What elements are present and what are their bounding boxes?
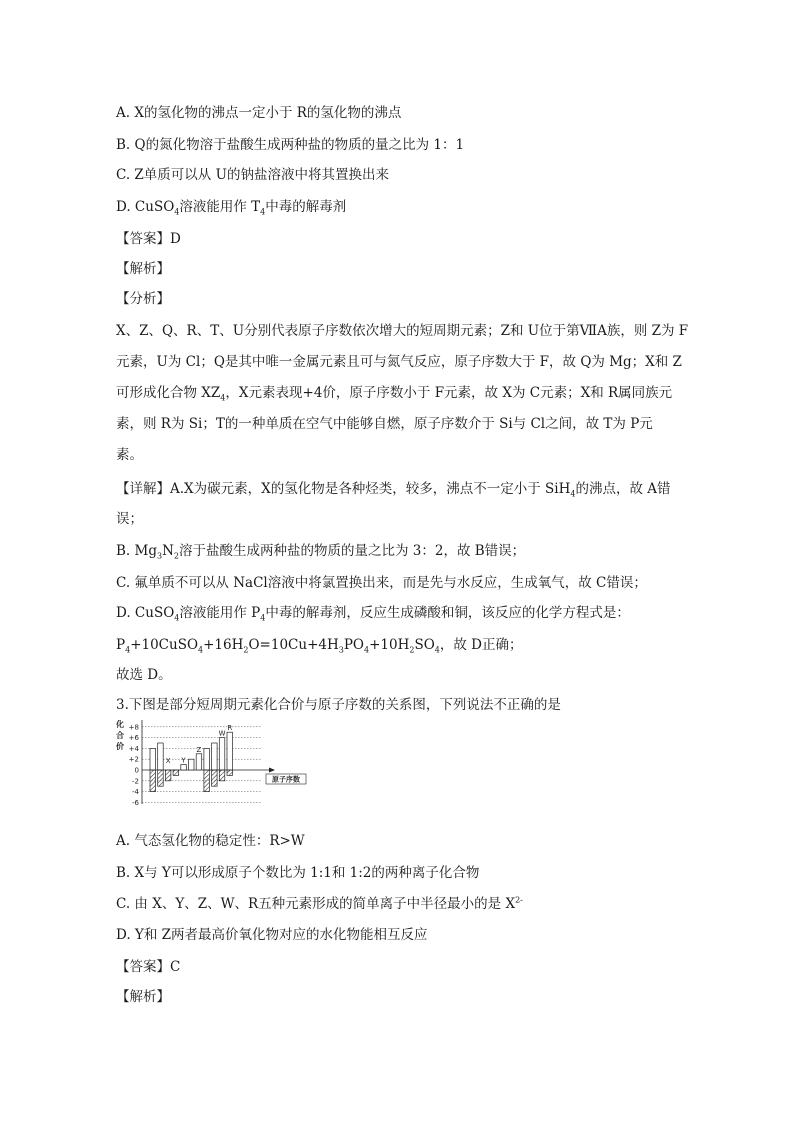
equation-subscript: 3 (338, 645, 344, 655)
y-tick-label: -2 (132, 777, 139, 786)
xiangjie-c: C. 氟单质不可以从 NaCl溶液中将氯置换出来，而是先与水反应，生成氧气，故 C错误； (116, 575, 647, 591)
equation-part: +10CuSO (130, 637, 199, 653)
q3-option-a: A. 气态氢化物的稳定性：R>W (116, 833, 305, 849)
valence-bar (212, 743, 218, 770)
element-label: Y (181, 756, 186, 765)
valence-bar (196, 754, 202, 770)
xiangjie-b: B. $Mg_3N_2$溶于盐酸生成两种盐的物质的量之比为 3：2，故 B错误； (116, 543, 526, 561)
fenxi-line-5: 素。 (116, 447, 143, 463)
valence-bar (150, 770, 156, 792)
fenxi-line-3: 可形成化合物 $XZ_4$，X元素表现+4价，原子序数小于 F元素，故 X为 C元素；X和 R属同族元 (116, 385, 673, 403)
fenxi-line-1: X、Z、Q、R、T、U分别代表原子序数依次增大的短周期元素；Z和 U位于第ⅦA族，则 Z为 F (116, 323, 689, 339)
fenxi-line-2: 元素，U为 Cl；Q是其中唯一金属元素且可与氮气反应，原子序数大于 F，故 Q为 Mg；X和 Z (116, 354, 682, 370)
y-tick-label: +6 (128, 734, 139, 743)
q3-analysis-label: 【解析】 (116, 989, 170, 1005)
valence-bar (219, 770, 225, 781)
q3-valence-chart (112, 718, 312, 806)
fenxi-label: 【分析】 (116, 291, 170, 307)
q3-option-d: D. Y和 Z两者最高价氧化物对应的水化物能相互反应 (116, 927, 428, 943)
xiangjie-line-2: 误； (116, 511, 143, 527)
equation-subscript: 2 (243, 645, 249, 655)
chart-bars (150, 729, 233, 791)
xiangjie-line-1: 【详解】A.X为碳元素，X的氢化物是各种烃类，较多，沸点不一定小于 SiH$_4$的沸点，故 A错 (116, 481, 671, 499)
equation-part: P (116, 637, 126, 653)
valence-bar (204, 770, 210, 792)
valence-bar (158, 770, 164, 786)
y-axis-label-char: 价 (116, 742, 124, 751)
equation-subscript: 2 (409, 645, 415, 655)
y-tick-label: -6 (132, 798, 139, 806)
y-tick-label: +4 (128, 744, 139, 753)
equation-part: PO (343, 637, 364, 653)
equation-part: SO (414, 637, 435, 653)
equation-part: ，故 D正确； (439, 637, 523, 653)
valence-bar (227, 732, 233, 770)
q2-analysis-label: 【解析】 (116, 261, 170, 277)
q3-option-c: C. 由 X、Y、Z、W、R五种元素形成的简单离子中半径最小的是 $X^{2-}$ (116, 895, 523, 912)
y-axis-label-char: 化 (116, 720, 124, 729)
y-tick-label: -4 (132, 788, 139, 797)
valence-bar (173, 770, 179, 775)
valence-bar (204, 748, 210, 770)
q2-answer: 【答案】D (116, 231, 181, 247)
xiangjie-conclusion: 故选 D。 (116, 667, 172, 683)
q2-option-d: D. CuSO$_4$溶液能用作 $T_4$中毒的解毒剂 (116, 199, 347, 217)
valence-bar (219, 738, 225, 770)
q3-stem: 3.下图是部分短周期元素化合价与原子序数的关系图，下列说法不正确的是 (116, 697, 561, 713)
xiangjie-equation (116, 636, 523, 654)
q2-option-a: A. X的氢化物的沸点一定小于 R的氢化物的沸点 (116, 105, 402, 121)
element-label: Z (196, 745, 202, 754)
equation-part: +10H (369, 637, 410, 653)
fenxi-line-4: 素，则 R为 Si；T的一种单质在空气中能够自燃，原子序数介于 Si与 Cl之间，故 T为 P元 (116, 416, 653, 432)
q3-option-b: B. X与 Y可以形成原子个数比为 1:1和 1:2的两种离子化合物 (116, 865, 480, 881)
chart-labels (115, 719, 306, 806)
element-label: R (227, 724, 233, 733)
y-tick-label: 0 (134, 766, 139, 775)
q3-answer: 【答案】C (116, 959, 181, 975)
valence-bar (212, 770, 218, 786)
y-tick-label: +8 (128, 723, 139, 732)
valence-bar (158, 743, 164, 770)
equation-subscript: 4 (198, 645, 204, 655)
equation-subscript: 4 (125, 645, 131, 655)
equation-subscript: 4 (364, 645, 370, 655)
equation-part: +16H (203, 637, 244, 653)
element-label: X (165, 757, 171, 765)
valence-bar (227, 770, 233, 775)
valence-bar (189, 759, 195, 770)
equation-part: O=10Cu+4H (248, 637, 339, 653)
element-label: W (218, 729, 226, 738)
x-axis-label: 原子序数 (272, 775, 300, 784)
y-tick-label: +2 (128, 755, 139, 764)
q2-option-b: B. Q的氮化物溶于盐酸生成两种盐的物质的量之比为 1：1 (116, 137, 465, 153)
valence-bar (150, 748, 156, 770)
x-axis-arrow (269, 768, 275, 773)
y-axis-label-char: 合 (116, 731, 124, 740)
valence-bar (181, 765, 187, 770)
q2-option-c: C. Z单质可以从 U的钠盐溶液中将其置换出来 (116, 167, 389, 183)
valence-bar (165, 770, 171, 781)
xiangjie-d: D. CuSO$_4$溶液能用作 $P_4$中毒的解毒剂，反应生成磷酸和铜，该反应的化学方程式是： (116, 605, 630, 623)
equation-subscript: 4 (434, 645, 440, 655)
